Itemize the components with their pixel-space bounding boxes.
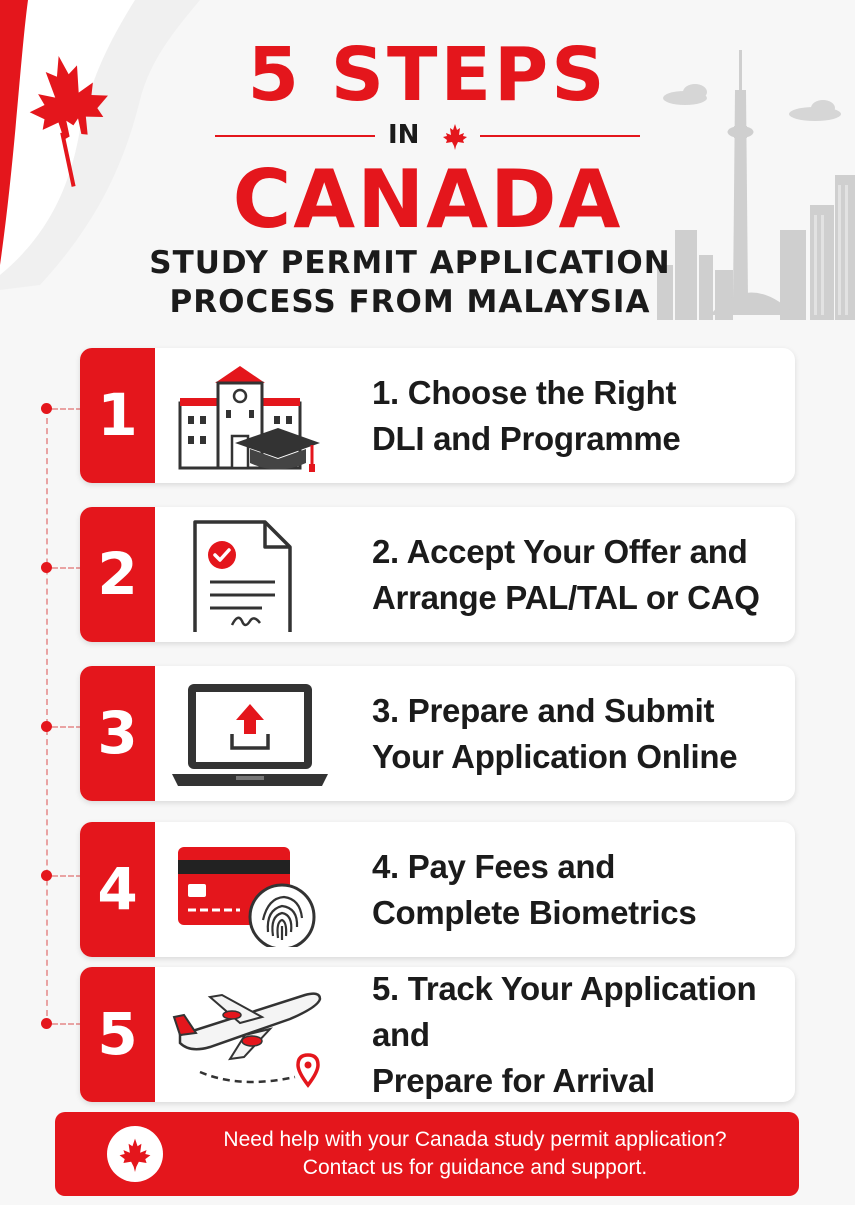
- step-title-line-1: 4. Pay Fees and: [372, 847, 616, 885]
- step-card-4: [80, 822, 795, 957]
- timeline-connector: [52, 1023, 82, 1025]
- maple-leaf-icon: [441, 122, 469, 150]
- step-number: 4: [80, 822, 155, 957]
- timeline-dot: [41, 870, 52, 881]
- timeline-connector: [52, 726, 82, 728]
- step-card-1: [80, 348, 795, 483]
- step-title-line-1: 3. Prepare and Submit: [372, 691, 715, 729]
- step-title-line-2: Complete Biometrics: [372, 893, 697, 931]
- timeline-line: [46, 408, 48, 1026]
- step-title-line-2: Your Application Online: [372, 737, 738, 775]
- timeline-connector: [52, 567, 82, 569]
- card-fingerprint-icon: [170, 832, 330, 947]
- step-text: [372, 666, 792, 801]
- step-text: [372, 822, 792, 957]
- footer-text: [175, 1126, 775, 1182]
- title-in: IN: [388, 120, 420, 150]
- step-title-line-1: 2. Accept Your Offer and: [372, 532, 748, 570]
- step-card-2: [80, 507, 795, 642]
- title-in-row: [215, 118, 640, 154]
- subtitle-line-2: PROCESS FROM MALAYSIA: [169, 284, 651, 320]
- subtitle-line-1: STUDY PERMIT APPLICATION: [149, 245, 671, 281]
- footer-line-2: Contact us for guidance and support.: [302, 1156, 648, 1179]
- maple-leaf-icon: [117, 1136, 153, 1172]
- document-check-icon: [170, 517, 330, 632]
- school-graduation-icon: [170, 358, 330, 473]
- step-number: 2: [80, 507, 155, 642]
- step-title-line-1: 5. Track Your Application and: [372, 969, 757, 1053]
- step-number: 1: [80, 348, 155, 483]
- step-text: [372, 967, 792, 1102]
- step-card-3: [80, 666, 795, 801]
- step-number: 3: [80, 666, 155, 801]
- step-card-5: [80, 967, 795, 1102]
- step-title-line-2: Prepare for Arrival: [372, 1061, 655, 1099]
- timeline-connector: [52, 408, 82, 410]
- step-text: [372, 507, 792, 642]
- title-line-2: CANADA: [232, 153, 623, 246]
- timeline-dot: [41, 562, 52, 573]
- step-title-line-2: DLI and Programme: [372, 419, 681, 457]
- step-title-line-1: 1. Choose the Right: [372, 373, 677, 411]
- timeline-dot: [41, 403, 52, 414]
- title-line-1: 5 STEPS: [247, 32, 608, 118]
- footer-badge: [107, 1126, 163, 1182]
- timeline-dot: [41, 721, 52, 732]
- timeline-connector: [52, 875, 82, 877]
- airplane-location-icon: [170, 977, 330, 1092]
- divider-right: [480, 135, 640, 137]
- step-title-line-2: Arrange PAL/TAL or CAQ: [372, 578, 760, 616]
- step-text: [372, 348, 792, 483]
- footer-banner: [55, 1112, 799, 1196]
- timeline-dot: [41, 1018, 52, 1029]
- footer-line-1: Need help with your Canada study permit application?: [223, 1128, 727, 1151]
- step-number: 5: [80, 967, 155, 1102]
- divider-left: [215, 135, 375, 137]
- laptop-upload-icon: [170, 676, 330, 791]
